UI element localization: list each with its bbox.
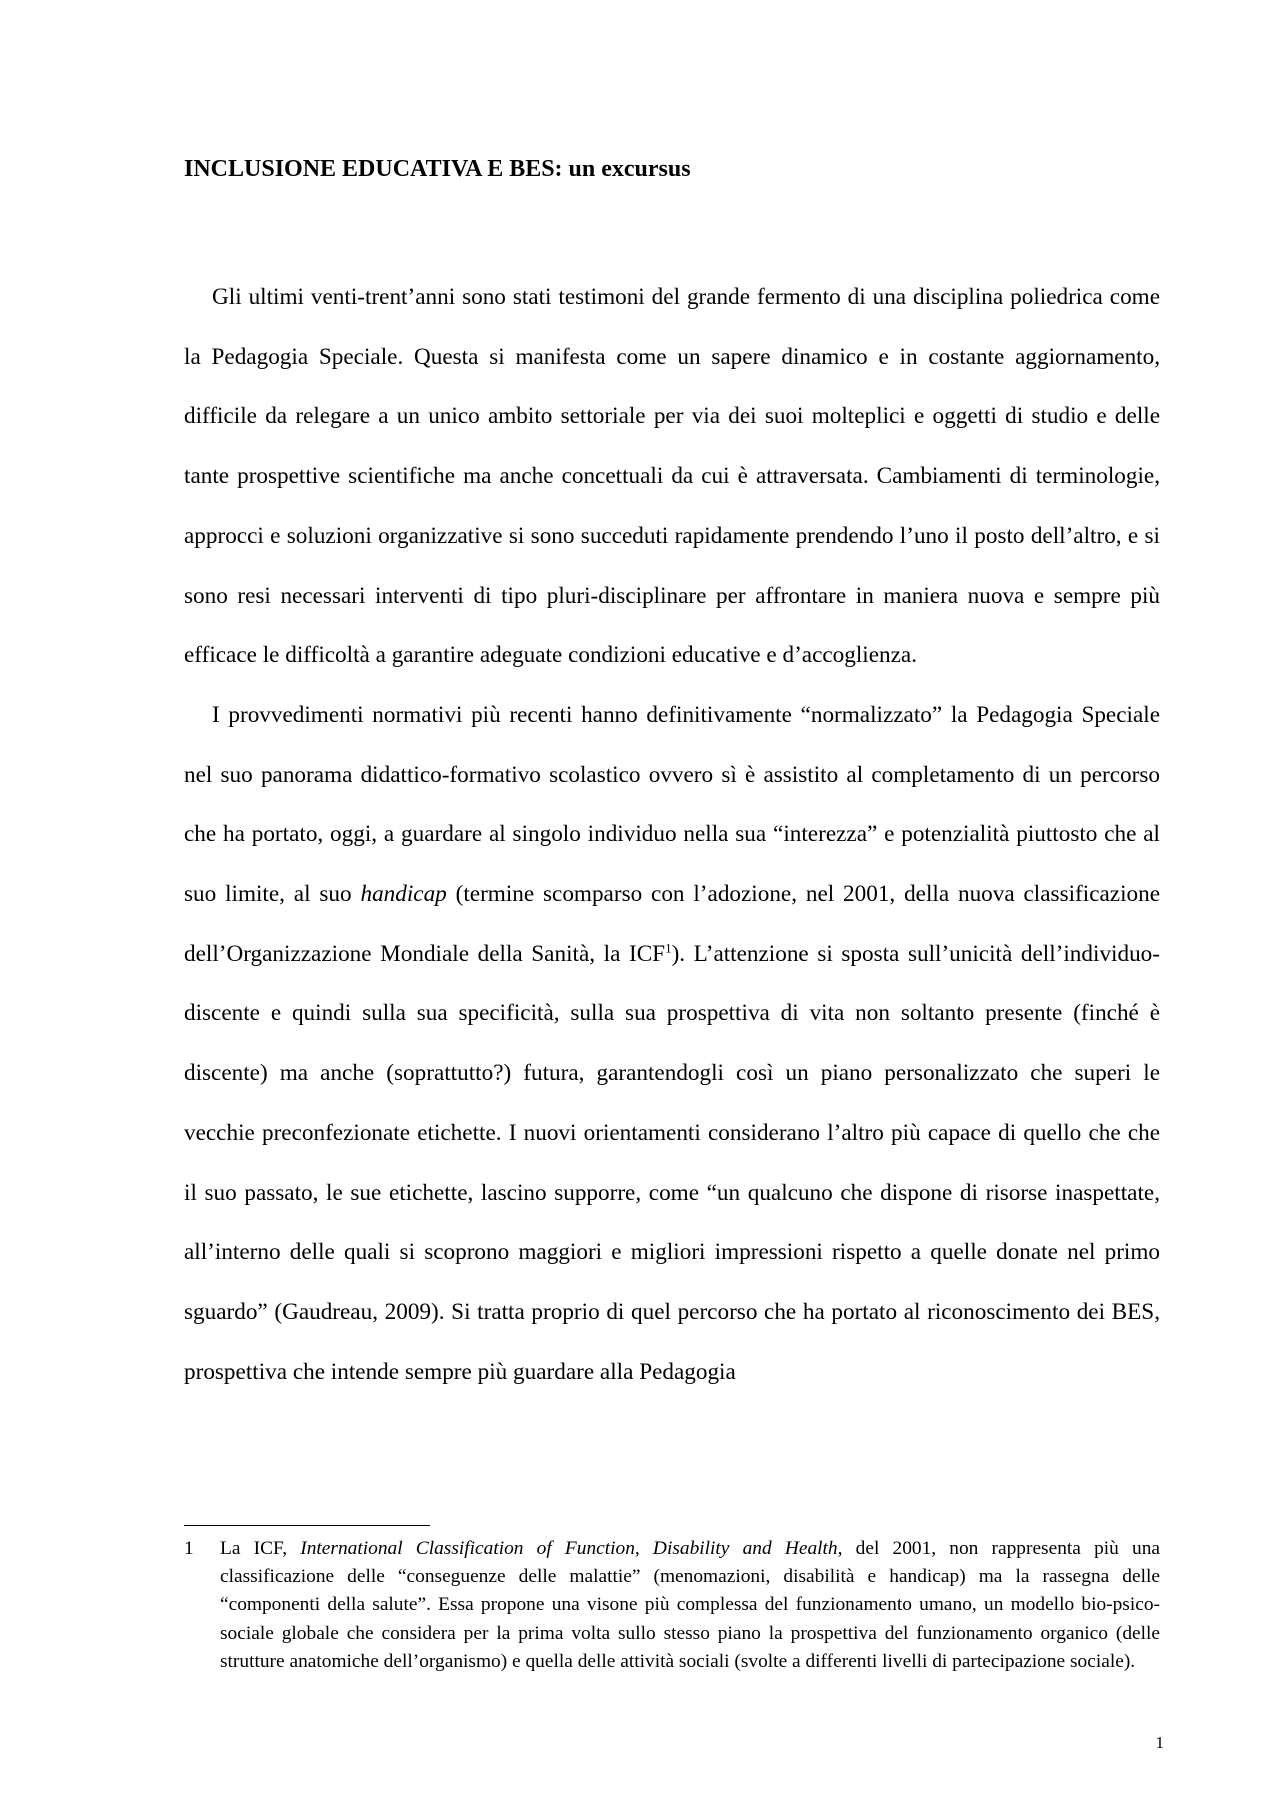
footnote-lead: La ICF, — [220, 1538, 301, 1559]
footnote — [184, 1535, 1160, 1676]
paragraph-2-italic: handicap — [360, 881, 447, 908]
body-text — [184, 268, 1160, 1402]
footnote-italic-title: International Classification of Function, Disability and Health — [300, 1538, 838, 1559]
page-number: 1 — [1155, 1733, 1164, 1752]
paragraph-2-part2: (termine scomparso con l’adozione, nel 2001, della nuova classificazione dell’Organizzazione Mondiale della Sanità, la ICF — [184, 881, 1160, 967]
paragraph-2 — [184, 686, 1160, 1402]
footnote-number: 1 — [184, 1538, 194, 1559]
footnote-separator — [184, 1525, 430, 1526]
footnote-reference[interactable]: 1 — [665, 940, 672, 955]
paragraph-1: Gli ultimi venti-trent’anni sono stati testimoni del grande fermento di una disciplina poliedrica come la Pedagogia Speciale. Questa si manifesta come un sapere dinamico e in costante aggiornamento, difficile da relegare a un unico ambito settoriale per via dei suoi molteplici e oggetti di studio e delle tante prospettive scientifiche ma anche concettuali da cui è attraversata. Cambiamenti di terminologie, approcci e soluzioni organizzative si sono succeduti rapidamente prendendo l’uno il posto dell’altro, e si sono resi necessari interventi di tipo pluri-disciplinare per affrontare in maniera nuova e sempre più efficace le difficoltà a garantire adeguate condizioni educative e d’accoglienza. — [184, 284, 1160, 669]
document-title: INCLUSIONE EDUCATIVA E BES: un excursus — [184, 156, 691, 182]
paragraph-2-part3: ). L’attenzione si sposta sull’unicità dell’individuo-discente e quindi sulla sua specificità, sulla sua prospettiva di vita non soltanto presente (finché è discente) ma anche (soprattutto?) futura, garantendogli così un piano personalizzato che superi le vecchie preconfezionate etichette. I nuovi orientamenti considerano l’altro più capace di quello che che il suo passato, le sue etichette, lascino supporre, come “un qualcuno che dispone di risorse inaspettate, all’interno delle quali si scoprono maggiori e migliori impressioni rispetto a quelle donate nel primo sguardo” (Gaudreau, 2009). Si tratta proprio di quel percorso che ha portato al riconoscimento dei BES, prospettiva che intende sempre più guardare alla Pedagogia — [184, 940, 1160, 1385]
footnote-text — [220, 1535, 1160, 1676]
footnote-body: , del 2001, non rappresenta più una classificazione delle “conseguenze delle malattie” (menomazioni, disabilità e handicap) ma la rassegna delle “componenti della salute”. Essa propone una visone più complessa del funzionamento umano, un modello bio-psico-sociale globale che considera per la prima volta sullo stesso piano la prospettiva del funzionamento organico (delle strutture anatomiche dell’organismo) e quella delle attività sociali (svolte a differenti livelli di partecipazione sociale). — [220, 1538, 1161, 1672]
paragraph-2-part1: I provvedimenti normativi più recenti hanno definitivamente “normalizzato” la Pedagogia Speciale nel suo panorama didattico-formativo scolastico ovvero sì è assistito al completamento di un percorso che ha portato, oggi, a guardare al singolo individuo nella sua “interezza” e potenzialità piuttosto che al suo limite, al suo — [184, 701, 1160, 908]
